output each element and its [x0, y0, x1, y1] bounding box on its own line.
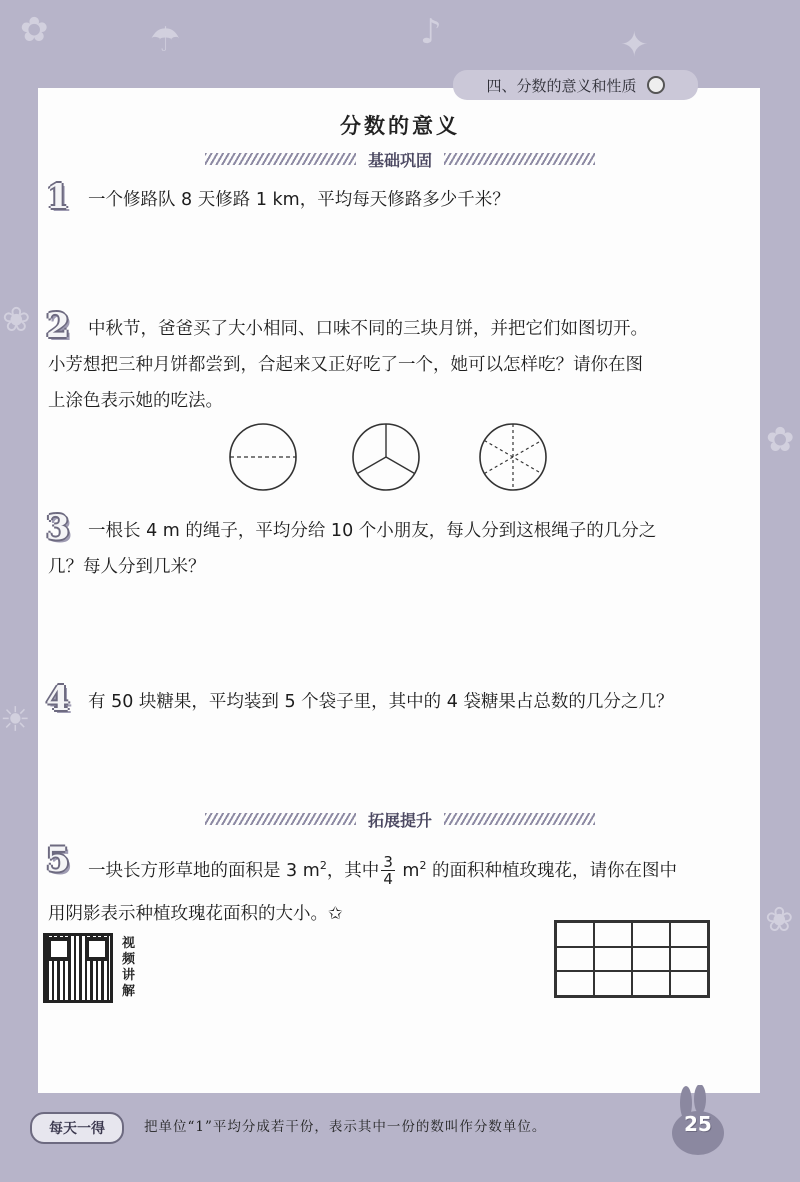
qr-label: 视频讲解	[122, 936, 136, 999]
grid-cell[interactable]	[670, 922, 708, 947]
grid-cell[interactable]	[632, 947, 670, 972]
grid-cell[interactable]	[632, 922, 670, 947]
grid-cell[interactable]	[556, 971, 594, 996]
section-header-basic	[205, 145, 595, 173]
background-doodle: ☂	[150, 20, 181, 60]
lawn-grid[interactable]	[554, 920, 710, 998]
background-doodle: ✦	[620, 25, 649, 65]
question-1-text: 一个修路队 8 天修路 1 km，平均每天修路多少千米？	[88, 190, 510, 210]
grid-cell[interactable]	[556, 922, 594, 947]
question-number: 4	[46, 679, 70, 719]
question-5-line-1: 一块长方形草地的面积是 3 $m^2$，其中 $\frac{3}{4}$ $m^2$ 的面积种植玫瑰花，请你在图中	[88, 853, 678, 889]
background-doodle: ♪	[420, 12, 442, 52]
question-number: 3	[46, 508, 70, 548]
page-number: 25	[684, 1112, 712, 1136]
question-4-text: 有 50 块糖果，平均装到 5 个袋子里，其中的 4 袋糖果占总数的几分之几？	[88, 692, 674, 712]
grid-cell[interactable]	[670, 971, 708, 996]
question-number: 5	[46, 840, 70, 880]
question-5-line-2: 用阴影表示种植玫瑰花面积的大小。✩	[48, 904, 343, 924]
question-3-line-1: 一根长 4 m 的绳子，平均分给 10 个小朋友，每人分到这根绳子的几分之	[88, 521, 657, 541]
grid-cell[interactable]	[594, 947, 632, 972]
grid-cell[interactable]	[556, 947, 594, 972]
question-3-line-2: 几？每人分到几米？	[48, 557, 206, 577]
mooncake-sixths[interactable]	[480, 424, 546, 490]
background-doodle: ❀	[2, 300, 31, 340]
section-label: 基础巩固	[368, 150, 433, 170]
lesson-title: 分数的意义	[340, 114, 460, 138]
grid-cell[interactable]	[670, 947, 708, 972]
question-number: 1	[46, 177, 70, 217]
chapter-title: 四、分数的意义和性质	[486, 76, 637, 95]
question-2-line-2: 小芳想把三种月饼都尝到，合起来又正好吃了一个，她可以怎样吃？请你在图	[48, 355, 643, 375]
grid-cell[interactable]	[632, 971, 670, 996]
chapter-tab	[453, 70, 698, 100]
question-number: 2	[46, 306, 70, 346]
mooncake-circles	[228, 422, 548, 492]
section-header-extend	[205, 805, 595, 833]
question-2-line-1: 中秋节，爸爸买了大小相同、口味不同的三块月饼，并把它们如图切开。	[88, 319, 648, 339]
grid-cell[interactable]	[594, 922, 632, 947]
fraction: $\frac{3}{4}$	[383, 853, 393, 889]
daily-tip-text: 把单位“1”平均分成若干份，表示其中一份的数叫作分数单位。	[144, 1119, 547, 1135]
mooncake-halves[interactable]	[230, 424, 296, 490]
question-2-line-3: 上涂色表示她的吃法。	[48, 391, 223, 411]
background-doodle: ❀	[765, 900, 794, 940]
grid-cell[interactable]	[594, 971, 632, 996]
section-label: 拓展提升	[368, 810, 433, 830]
background-doodle: ✿	[20, 10, 49, 50]
background-doodle: ☀	[0, 700, 31, 740]
mooncake-thirds[interactable]	[353, 424, 419, 490]
background-doodle: ✿	[766, 420, 795, 460]
qr-code-icon[interactable]	[43, 933, 113, 1003]
chapter-dot-icon	[647, 76, 665, 94]
daily-tip-badge: 每天一得	[30, 1112, 124, 1144]
